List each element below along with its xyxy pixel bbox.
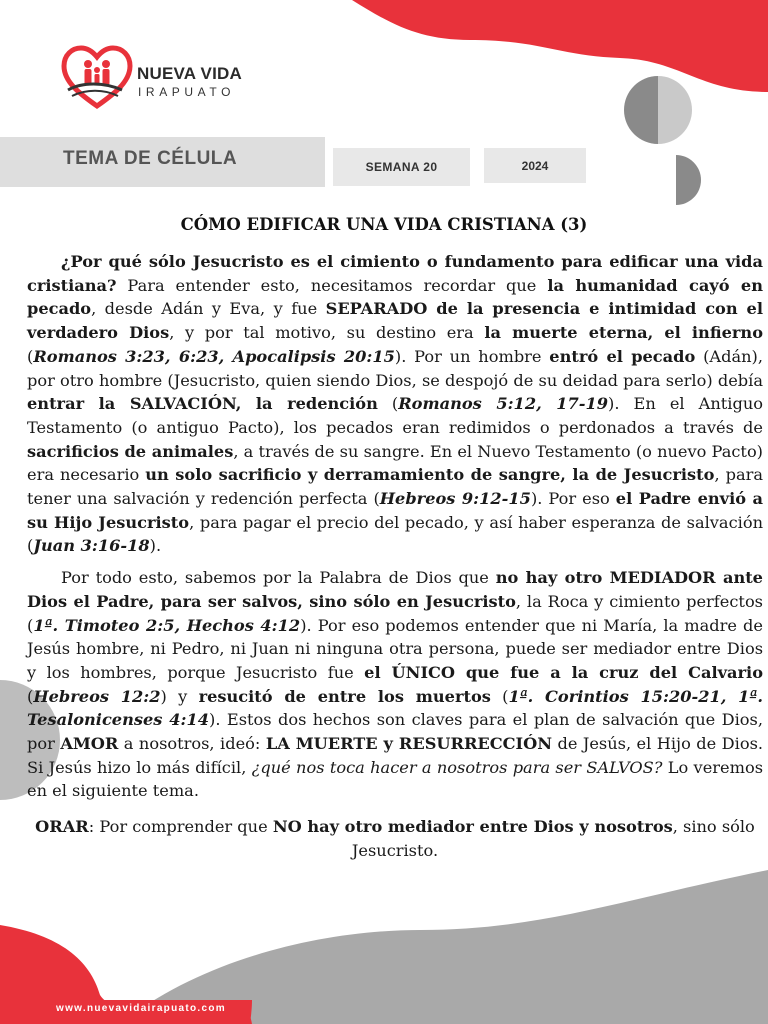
- bold-text: LA MUERTE y RESURRECCIÓN: [265, 734, 552, 754]
- scripture-reference: 1ª. Corintios 15:20-21, 1ª. Tesalonicenses 4:14: [27, 686, 763, 730]
- bold-text: el ÚNICO que fue a la cruz del Calvario: [364, 662, 764, 682]
- italic-text: ¿qué nos toca hacer a nosotros para ser SALVOS?: [251, 757, 663, 777]
- bold-text: NO hay otro mediador entre Dios y nosotros: [272, 817, 673, 837]
- week-badge: SEMANA 20: [333, 148, 470, 186]
- website-link[interactable]: www.nuevavidairapuato.com: [56, 1003, 226, 1014]
- scripture-reference: 1ª. Timoteo 2:5, Hechos 4:12: [33, 615, 301, 635]
- paragraph-2: [27, 566, 763, 803]
- text-run: , la Roca y cimiento perfectos (: [27, 591, 763, 635]
- year-badge: 2024: [484, 148, 586, 183]
- text-run: (: [27, 686, 34, 706]
- prayer-paragraph: [27, 815, 763, 862]
- logo[interactable]: [60, 44, 260, 114]
- bold-text: resucitó de entre los muertos: [198, 686, 491, 706]
- text-run: ). En el Antiguo Testamento (o antiguo Pacto), los pecados eran redimidos o perdonados a través de: [27, 394, 763, 437]
- text-run: Para entender esto, necesitamos recordar que: [116, 275, 548, 295]
- text-run: : Por comprender que: [88, 817, 273, 837]
- text-run: (: [27, 346, 34, 366]
- text-run: de Jesús, el Hijo de Dios. Si Jesús hizo lo más difícil,: [27, 734, 764, 777]
- text-run: , desde Adán y Eva, y fue: [91, 299, 326, 319]
- text-run: (: [377, 394, 399, 414]
- bold-text: la muerte eterna, el infierno: [484, 323, 763, 343]
- bold-text: entrar la SALVACIÓN, la redención: [27, 394, 378, 414]
- bold-text: un solo sacrificio y derramamiento de sangre, la de Jesucristo: [145, 465, 715, 485]
- gray-half-circle-1: [624, 76, 658, 144]
- text-run: Por todo esto, sabemos por la Palabra de Dios que: [61, 568, 496, 588]
- text-run: ) y: [160, 686, 199, 706]
- heart-family-icon: [60, 44, 134, 114]
- document-body: [27, 250, 763, 871]
- bold-text: no hay otro MEDIADOR ante Dios el Padre, para ser salvos, sino sólo en Jesucristo: [27, 568, 763, 611]
- text-run: ).: [149, 536, 162, 556]
- gray-half-circle-2: [658, 76, 692, 144]
- scripture-reference: Hebreos 12:2: [33, 686, 161, 706]
- text-run: (: [490, 686, 509, 706]
- text-run: , sino sólo Jesucristo.: [351, 817, 755, 860]
- scripture-reference: Hebreos 9:12-15: [379, 489, 531, 509]
- brand-city: IRAPUATO: [138, 85, 236, 99]
- text-run: , para pagar el precio del pecado, y así haber esperanza de salvación (: [27, 512, 763, 556]
- text-run: ). Por un hombre: [394, 346, 550, 366]
- bold-text: ¿Por qué sólo Jesucristo es el cimiento o fundamento para edificar una vida cristiana?: [27, 252, 763, 295]
- bold-text: SEPARADO de la presencia e intimidad con el verdadero Dios: [27, 299, 763, 343]
- bold-text: sacrificios de animales: [27, 441, 234, 461]
- gray-half-circle-3: [676, 155, 701, 205]
- bold-text: entró el pecado: [549, 346, 696, 366]
- text-run: , a través de su sangre. En el Nuevo Testamento (o nuevo Pacto) era necesario: [27, 441, 763, 485]
- text-run: ). Estos dos hechos son claves para el plan de salvación que Dios, por: [27, 710, 763, 754]
- document-title: CÓMO EDIFICAR UNA VIDA CRISTIANA (3): [180, 215, 588, 234]
- scripture-reference: Romanos 5:12, 17-19: [398, 394, 609, 414]
- text-run: a nosotros, ideó:: [118, 734, 266, 754]
- section-label: TEMA DE CÉLULA: [63, 148, 238, 169]
- text-run: , y por tal motivo, su destino era: [169, 323, 485, 343]
- text-run: ). Por eso: [530, 489, 616, 509]
- text-run: Lo veremos en el siguiente tema.: [27, 757, 763, 801]
- text-run: ). Por eso podemos entender que ni María, la madre de Jesús hombre, ni Pedro, ni Juan ni ninguna otra persona, puede ser mediador entre Dios y los hombres, porque Jesucristo fue: [27, 615, 763, 682]
- text-run: , para tener una salvación y redención perfecta (: [27, 465, 764, 509]
- brand-name: NUEVA VIDA: [137, 64, 242, 83]
- text-run: (Adán), por otro hombre (Jesucristo, quien siendo Dios, se despojó de su deidad para serlo) debía: [27, 346, 763, 390]
- red-wave-top: [352, 0, 768, 92]
- bold-text: ORAR: [35, 817, 89, 837]
- paragraph-1: [27, 250, 763, 558]
- bold-text: el Padre envió a su Hijo Jesucristo: [27, 489, 764, 532]
- bold-text: AMOR: [60, 734, 119, 754]
- scripture-reference: Romanos 3:23, 6:23, Apocalipsis 20:15: [33, 346, 395, 366]
- scripture-reference: Juan 3:16-18: [33, 536, 150, 556]
- bold-text: la humanidad cayó en pecado: [27, 275, 763, 319]
